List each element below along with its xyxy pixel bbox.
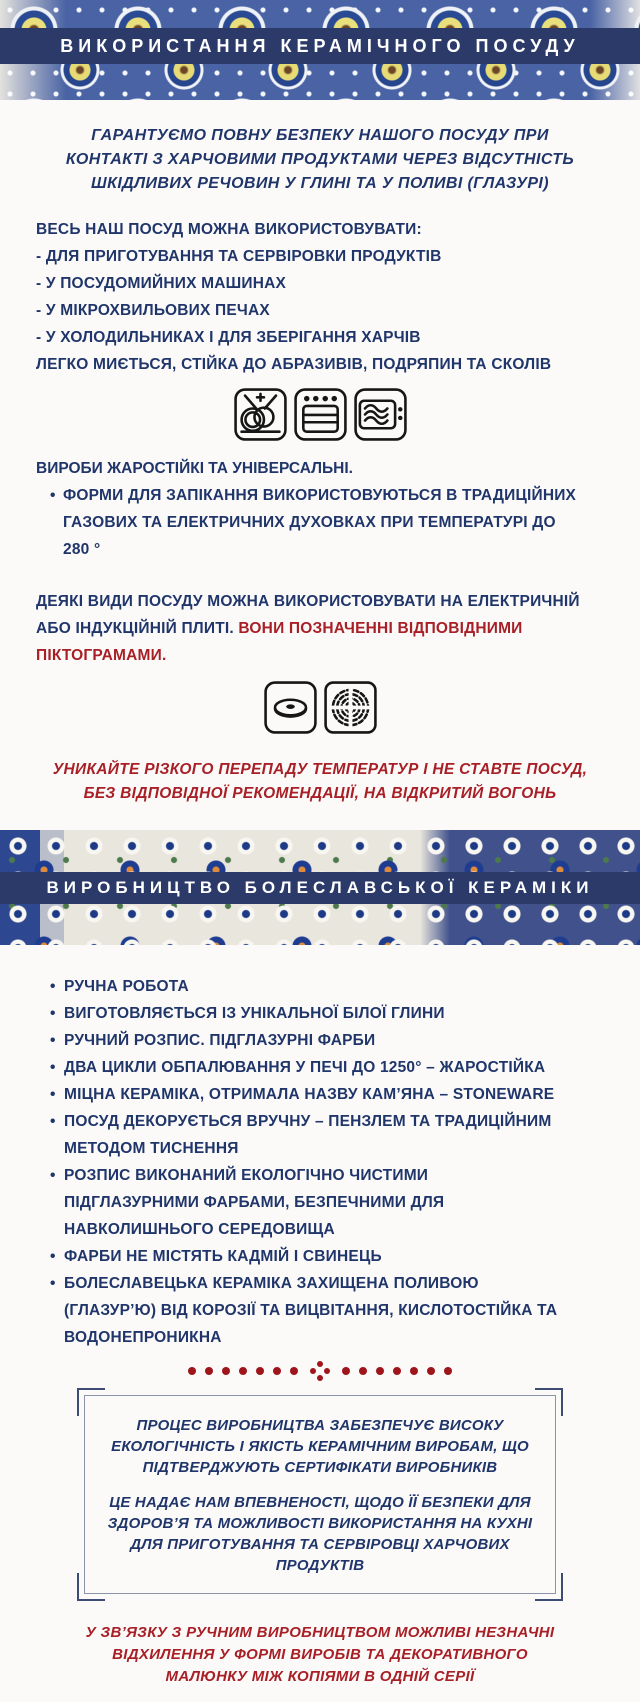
handmade-disclaimer-text: У ЗВ’ЯЗКУ З РУЧНИМ ВИРОБНИЦТВОМ МОЖЛИВІ НЕЗНАЧНІ ВІДХИЛЕННЯ У ФОРМІ ВИРОБІВ ТА ДЕКОРАТИВНОГО МАЛЮНКУ МІЖ КОПІЯМИ В ОДНІЙ СЕРІЇ <box>85 1624 555 1685</box>
bullet-dot-icon <box>50 973 64 1000</box>
divider-dot <box>290 1367 298 1375</box>
divider-dot <box>222 1367 230 1375</box>
hob-pictograms-row <box>36 680 604 735</box>
divider-dot <box>393 1367 401 1375</box>
frame-corner-icon <box>535 1573 563 1601</box>
divider-dot <box>376 1367 384 1375</box>
production-section-banner <box>0 872 640 904</box>
usage-list <box>36 216 604 378</box>
bullet-dot-icon <box>50 1081 64 1108</box>
usage-list-item: - ДЛЯ ПРИГОТУВАННЯ ТА СЕРВІРОВКИ ПРОДУКТІВ <box>36 248 442 265</box>
bullet-dot-icon <box>50 1027 64 1054</box>
bullet-dot-icon <box>50 1000 64 1027</box>
pictogram-note-text: ВОНИ ПОЗНАЧЕННІ ВІДПОВІДНИМИ ПІКТОГРАМАМИ. <box>36 620 523 664</box>
divider-dots-left <box>188 1367 298 1375</box>
microwave-safe-icon <box>353 387 408 442</box>
bullet-dot-icon <box>50 1243 64 1270</box>
dishwasher-safe-icon <box>233 387 288 442</box>
list-item: • ФАРБИ НЕ МІСТЯТЬ КАДМІЙ І СВИНЕЦЬ <box>50 1243 580 1270</box>
divider-dot <box>205 1367 213 1375</box>
bullet-dot-icon <box>50 1162 64 1243</box>
divider-dot <box>427 1367 435 1375</box>
induction-hob-icon <box>323 680 378 735</box>
clover-dots-icon <box>317 1368 323 1374</box>
bullet-dot-icon <box>50 1054 64 1081</box>
frame-corner-icon <box>535 1388 563 1416</box>
list-item: • БОЛЕСЛАВЕЦЬКА КЕРАМІКА ЗАХИЩЕНА ПОЛИВОЮ (ГЛАЗУР’Ю) ВІД КОРОЗІЇ ТА ВИЦВІТАННЯ, КИСЛОТОСТІЙКА ТА ВОДОНЕПРОНИКНА <box>50 1270 580 1351</box>
list-item: • ВИГОТОВЛЯЄТЬСЯ ІЗ УНІКАЛЬНОЇ БІЛОЇ ГЛИНИ <box>50 1000 580 1027</box>
bullet-dot-icon <box>50 482 63 563</box>
stove-usage-paragraph <box>36 588 604 669</box>
production-features-list <box>36 973 604 1351</box>
divider-dot <box>188 1367 196 1375</box>
ceramics-photo-header <box>0 0 640 100</box>
list-item: • РОЗПИС ВИКОНАНИЙ ЕКОЛОГІЧНО ЧИСТИМИ ПІДГЛАЗУРНИМИ ФАРБАМИ, БЕЗПЕЧНИМИ ДЛЯ НАВКОЛИШНЬОГО СЕРЕДОВИЩА <box>50 1162 580 1243</box>
list-item: • РУЧНА РОБОТА <box>50 973 580 1000</box>
certification-paragraph-2: ЦЕ НАДАЄ НАМ ВПЕВНЕНОСТІ, ЩОДО ЇЇ БЕЗПЕКИ ДЛЯ ЗДОРОВ’Я ТА МОЖЛИВОСТІ ВИКОРИСТАННЯ НА КУХНІ ДЛЯ ПРИГОТУВАННЯ ТА СЕРВІРОВЦІ ХАРЧОВИХ ПРОДУКТІВ <box>107 1494 533 1574</box>
list-item: • ДВА ЦИКЛИ ОБПАЛЮВАННЯ У ПЕЧІ ДО 1250° – ЖАРОСТІЙКА <box>50 1054 580 1081</box>
certification-note-box <box>84 1395 556 1594</box>
baking-forms-text: ФОРМИ ДЛЯ ЗАПІКАННЯ ВИКОРИСТОВУЮТЬСЯ В ТРАДИЦІЙНИХ ГАЗОВИХ ТА ЕЛЕКТРИЧНИХ ДУХОВКАХ ПРИ ТЕМПЕРАТУРІ ДО 280 ° <box>63 487 577 558</box>
list-item: • МІЦНА КЕРАМІКА, ОТРИМАЛА НАЗВУ КАМ’ЯНА – STONEWARE <box>50 1081 580 1108</box>
safety-guarantee-text: ГАРАНТУЄМО ПОВНУ БЕЗПЕКУ НАШОГО ПОСУДУ ПРИ КОНТАКТІ З ХАРЧОВИМИ ПРОДУКТАМИ ЧЕРЕЗ ВІДСУТНІСТЬ ШКІДЛИВИХ РЕЧОВИН У ГЛИНІ ТА У ПОЛИВІ (ГЛАЗУРІ) <box>65 127 575 192</box>
frame-corner-icon <box>77 1573 105 1601</box>
care-pictograms-row <box>36 387 604 442</box>
usage-list-item: - У ХОЛОДИЛЬНИКАХ І ДЛЯ ЗБЕРІГАННЯ ХАРЧІВ <box>36 329 421 346</box>
certification-paragraph-1: ПРОЦЕС ВИРОБНИЦТВА ЗАБЕЗПЕЧУЄ ВИСОКУ ЕКОЛОГІЧНІСТЬ І ЯКІСТЬ КЕРАМІЧНИМ ВИРОБАМ, ЩО ПІДТВЕРДЖУЮТЬ СЕРТИФІКАТИ ВИРОБНИКІВ <box>111 1417 529 1476</box>
usage-list-heading: ВЕСЬ НАШ ПОСУД МОЖНА ВИКОРИСТОВУВАТИ: <box>36 221 422 238</box>
temperature-warning-text: УНИКАЙТЕ РІЗКОГО ПЕРЕПАДУ ТЕМПЕРАТУР І НЕ СТАВТЕ ПОСУД, БЕЗ ВІДПОВІДНОЇ РЕКОМЕНДАЦІЇ, НА ВІДКРИТИЙ ВОГОНЬ <box>52 761 588 802</box>
divider-dots-right <box>342 1367 452 1375</box>
divider-dot <box>444 1367 452 1375</box>
decorative-dots-divider <box>36 1363 604 1379</box>
divider-dot <box>359 1367 367 1375</box>
divider-dot <box>410 1367 418 1375</box>
stove-usage-text: ДЕЯКІ ВИДИ ПОСУДУ МОЖНА ВИКОРИСТОВУВАТИ НА ЕЛЕКТРИЧНІЙ АБО ІНДУКЦІЙНІЙ ПЛИТІ. <box>36 593 580 637</box>
oven-safe-icon <box>293 387 348 442</box>
usage-list-item: - У МІКРОХВИЛЬОВИХ ПЕЧАХ <box>36 302 270 319</box>
divider-dot <box>239 1367 247 1375</box>
list-item: • РУЧНИЙ РОЗПИС. ПІДГЛАЗУРНІ ФАРБИ <box>50 1027 580 1054</box>
production-section-content <box>0 973 640 1702</box>
usage-list-item: - У ПОСУДОМИЙНИХ МАШИНАХ <box>36 275 287 292</box>
list-item: • ПОСУД ДЕКОРУЄТЬСЯ ВРУЧНУ – ПЕНЗЛЕМ ТА ТРАДИЦІЙНИМ МЕТОДОМ ТИСНЕННЯ <box>50 1108 580 1162</box>
frame-corner-icon <box>77 1388 105 1416</box>
easy-clean-text: ЛЕГКО МИЄТЬСЯ, СТІЙКА ДО АБРАЗИВІВ, ПОДРЯПИН ТА СКОЛІВ <box>36 356 552 373</box>
divider-dot <box>273 1367 281 1375</box>
divider-dot <box>256 1367 264 1375</box>
electric-hob-icon <box>263 680 318 735</box>
divider-dot <box>342 1367 350 1375</box>
baking-forms-bullet <box>36 482 581 563</box>
bullet-dot-icon <box>50 1270 64 1351</box>
production-section-title: ВИРОБНИЦТВО БОЛЕСЛАВСЬКОЇ КЕРАМІКИ <box>46 878 594 897</box>
heat-resistant-heading: ВИРОБИ ЖАРОСТІЙКІ ТА УНІВЕРСАЛЬНІ. <box>36 460 353 477</box>
usage-section-content <box>0 124 640 806</box>
usage-section-banner <box>0 28 640 64</box>
usage-section-title: ВИКОРИСТАННЯ КЕРАМІЧНОГО ПОСУДУ <box>60 35 580 56</box>
ceramics-photo-production <box>0 830 640 945</box>
bullet-dot-icon <box>50 1108 64 1162</box>
